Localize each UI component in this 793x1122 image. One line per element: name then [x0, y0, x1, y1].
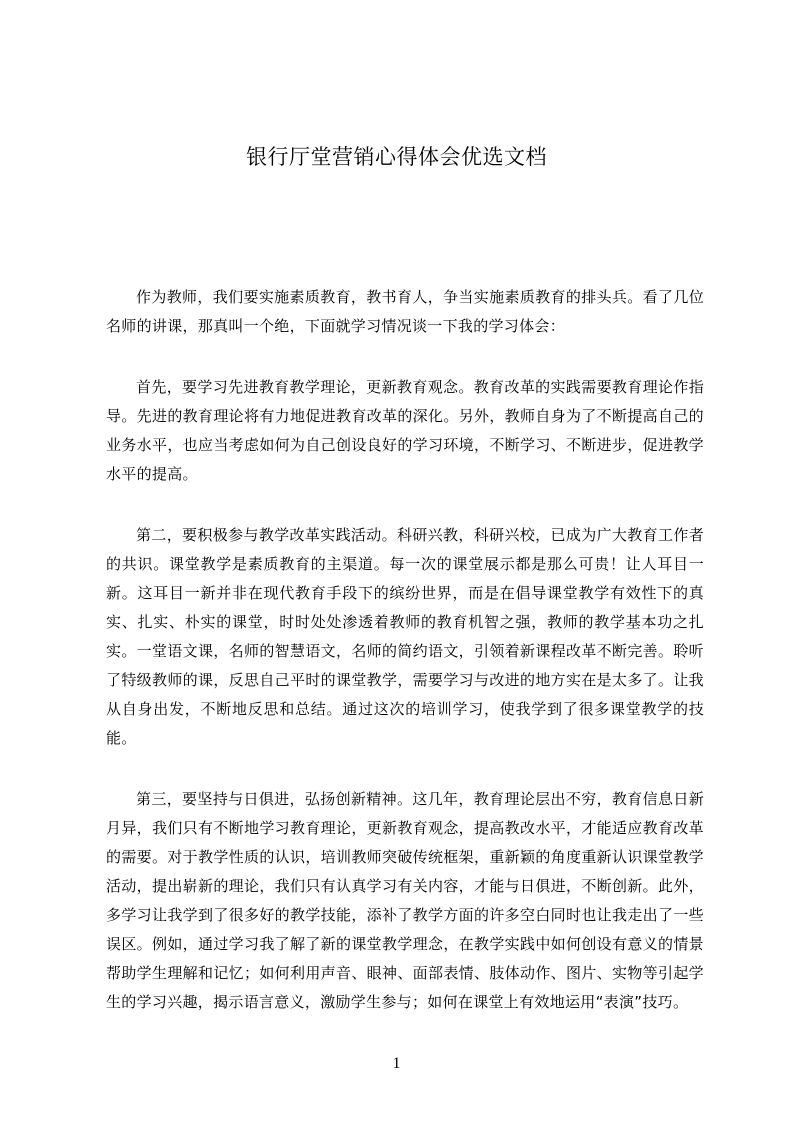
document-body — [106, 283, 704, 1049]
paragraph-third-point: 第三，要坚持与日俱进，弘扬创新精神。这几年，教育理论层出不穷，教育信息日新月异，我们只有不断地学习教育理论，更新教育观念，提高教改水平，才能适应教育改革的需要。对于教学性质的认识，培训教师突破传统框架，重新颖的角度重新认识课堂教学活动，提出崭新的理论，我们只有认真学习有关内容，才能与日俱进，不断创新。此外，多学习让我学到了很多好的教学技能，添补了教学方面的许多空白同时也让我走出了一些误区。例如，通过学习我了解了新的课堂教学理念，在教学实践中如何创设有意义的情景帮助学生理解和记忆；如何利用声音、眼神、面部表情、肢体动作、图片、实物等引起学生的学习兴趣，揭示语言意义，激励学生参与；如何在课堂上有效地运用“表演”技巧。 — [106, 790, 704, 1011]
paragraph-second-point: 第二，要积极参与教学改革实践活动。科研兴教，科研兴校，已成为广大教育工作者的共识。课堂教学是素质教育的主渠道。每一次的课堂展示都是那么可贵！让人耳目一新。这耳目一新并非在现代教育手段下的缤纷世界，而是在倡导课堂教学有效性下的真实、扎实、朴实的课堂，时时处处渗透着教师的教育机智之强，教师的教学基本功之扎实。一堂语文课，名师的智慧语文，名师的简约语文，引领着新课程改革不断完善。聆听了特级教师的课，反思自己平时的课堂教学，需要学习与改进的地方实在是太多了。让我从自身出发，不断地反思和总结。通过这次的培训学习，使我学到了很多课堂教学的技能。 — [106, 526, 704, 747]
document-title: 银行厅堂营销心得体会优选文档 — [246, 145, 547, 169]
page-number: 1 — [392, 1055, 401, 1072]
paragraph-intro: 作为教师，我们要实施素质教育，教书育人，争当实施素质教育的排头兵。看了几位名师的讲课，那真叫一个绝，下面就学习情况谈一下我的学习体会： — [106, 288, 704, 335]
paragraph-first-point: 首先，要学习先进教育教学理论，更新教育观念。教育改革的实践需要教育理论作指导。先进的教育理论将有力地促进教育改革的深化。另外，教师自身为了不断提高自己的业务水平，也应当考虑如何为自己创设良好的学习环境，不断学习、不断进步，促进教学水平的提高。 — [106, 378, 704, 483]
